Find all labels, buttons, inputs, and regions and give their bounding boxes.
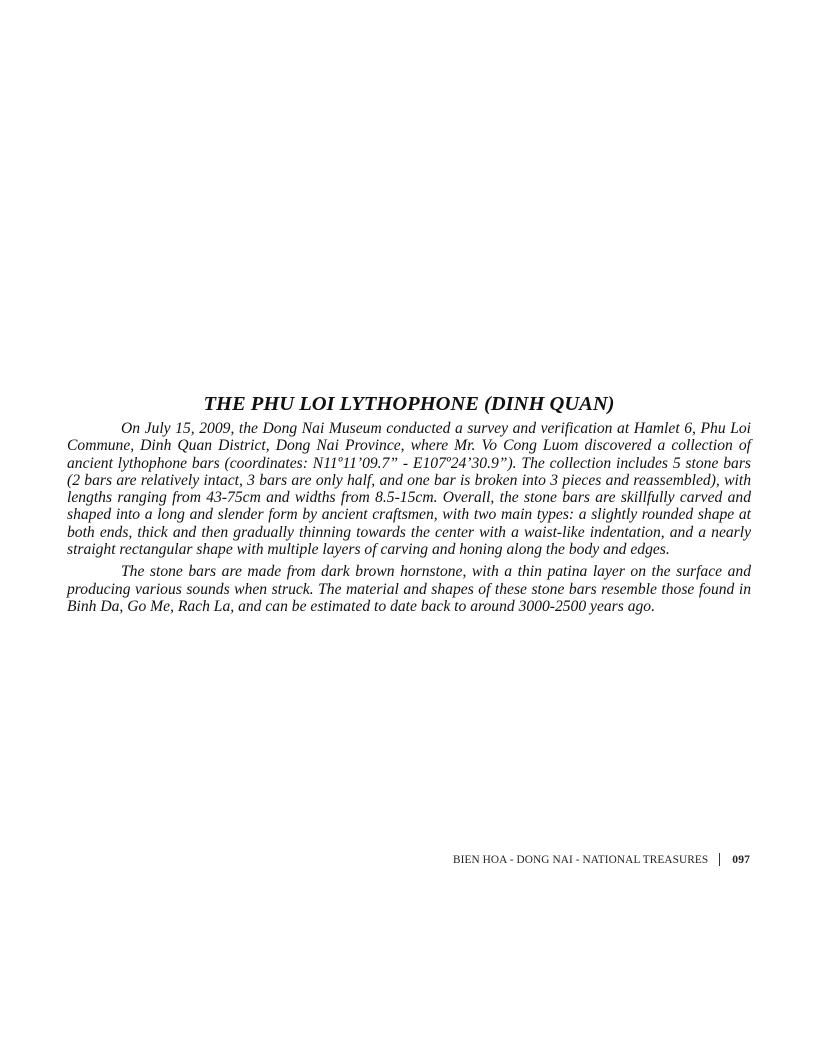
article [67, 392, 751, 615]
publication-title: BIEN HOA - DONG NAI - NATIONAL TREASURES [452, 853, 709, 866]
article-title: THE PHU LOI LYTHOPHONE (DINH QUAN) [203, 393, 615, 415]
footer-divider [719, 853, 720, 866]
article-paragraph-1: On July 15, 2009, the Dong Nai Museum conducted a survey and verification at Hamlet 6, Phu Loi Commune, Dinh Quan District, Dong Nai Province, where Mr. Vo Cong Luom discovered a collection of ancient lythophone bars (coordinates: N11º11’09.7” - E107º24’30.9”). The collection includes 5 stone bars (2 bars are relatively intact, 3 bars are only half, and one bar is broken into 3 pieces and reassembled), with lengths ranging from 43-75cm and widths from 8.5-15cm. Overall, the stone bars are skillfully carved and shaped into a long and slender form by ancient craftsmen, with two main types: a slightly rounded shape at both ends, thick and then gradually thinning towards the center with a waist-like indentation, and a nearly straight rectangular shape with multiple layers of carving and honing along the body and edges. [67, 420, 751, 559]
page-number: 097 [732, 853, 750, 866]
article-paragraph-2: The stone bars are made from dark brown hornstone, with a thin patina layer on the surface and producing various sounds when struck. The material and shapes of these stone bars resemble those found in Binh Da, Go Me, Rach La, and can be estimated to date back to around 3000-2500 years ago. [67, 563, 751, 615]
page-footer [453, 853, 750, 866]
